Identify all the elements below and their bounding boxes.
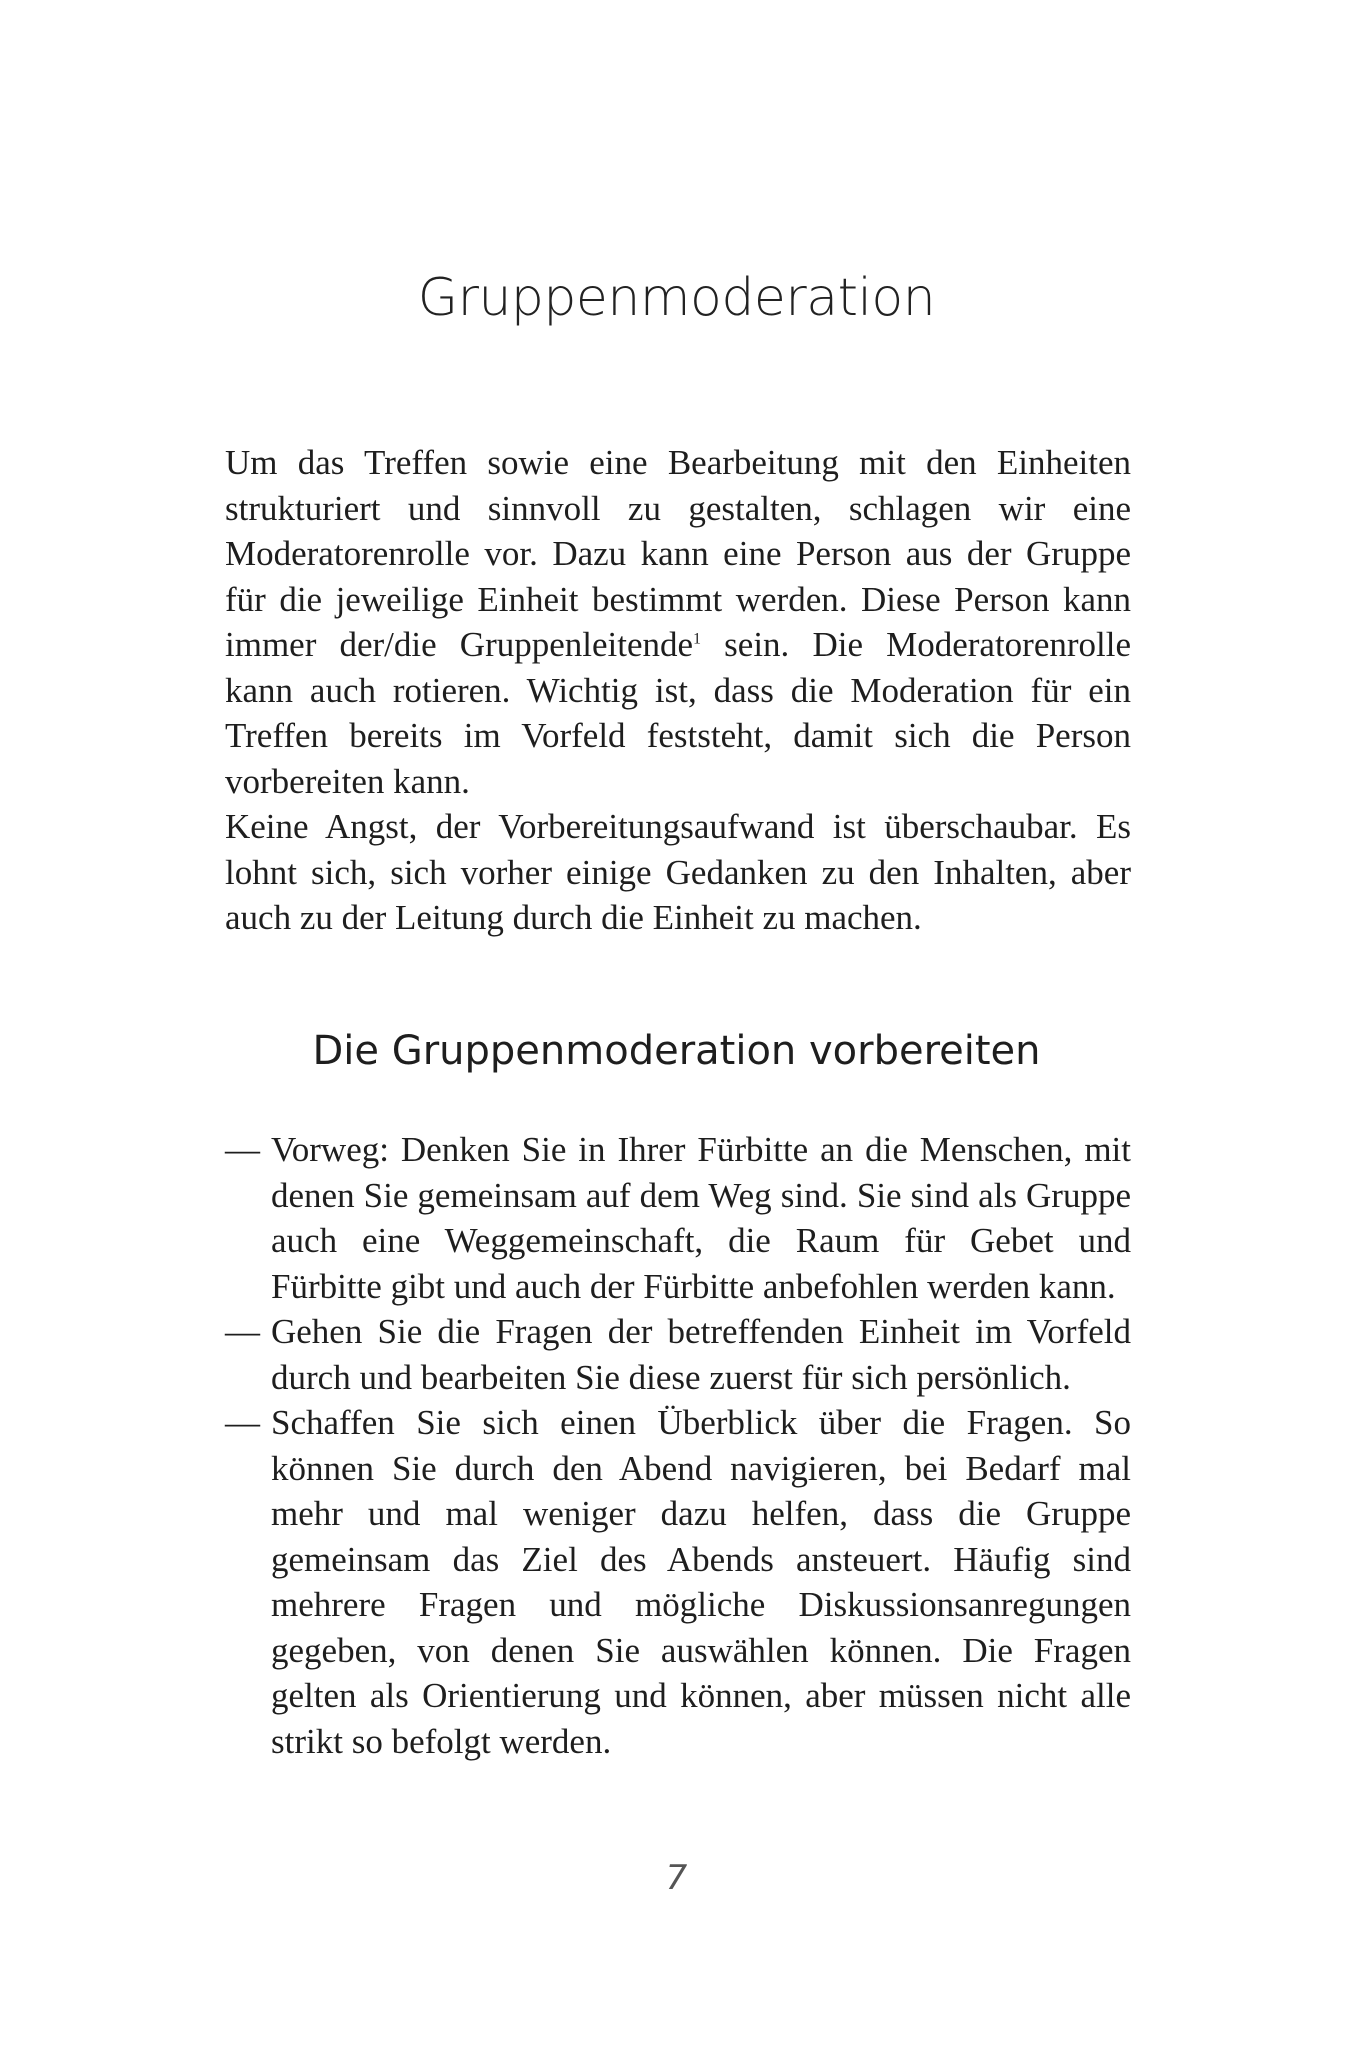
dash-bullet: — [225, 1403, 260, 1442]
preparation-list [225, 1127, 1131, 1764]
dash-bullet: — [225, 1130, 260, 1169]
intro-paragraph-1 [225, 440, 1131, 804]
intro-paragraph-1-part-2: sein. Die Moderatorenrolle kann auch rotieren. Wichtig ist, dass die Moderation für ein Treffen bereits im Vorfeld feststeht, damit sich die Person vorbereiten kann. [225, 625, 1132, 801]
intro-text [225, 440, 1131, 941]
list-item [225, 1127, 1131, 1309]
section-heading: Die Gruppenmoderation vorbereiten [312, 1028, 1041, 1074]
intro-paragraph-2: Keine Angst, der Vorbereitungsaufwand ist überschaubar. Es lohnt sich, sich vorher einige Gedanken zu den Inhalten, aber auch zu der Leitung durch die Einheit zu machen. [225, 807, 1131, 937]
list-item [225, 1400, 1131, 1764]
page-title: Gruppenmoderation [417, 268, 936, 328]
footnote-marker: 1 [693, 630, 702, 648]
list-item-text: Gehen Sie die Fragen der betreffenden Einheit im Vorfeld durch und bearbeiten Sie diese zuerst für sich persönlich. [271, 1312, 1131, 1397]
dash-bullet: — [225, 1312, 260, 1351]
list-item-text: Schaffen Sie sich einen Überblick über die Fragen. So können Sie durch den Abend navigieren, bei Bedarf mal mehr und mal weniger dazu helfen, dass die Gruppe gemeinsam das Ziel des Abends ansteuert. Häufig sind mehrere Fragen und mögliche Diskussionsanregungen gegeben, von denen Sie auswählen können. Die Fragen gelten als Orientierung und können, aber müssen nicht alle strikt so befolgt werden. [271, 1403, 1131, 1761]
page-number: 7 [665, 1858, 688, 1898]
list-item [225, 1309, 1131, 1400]
intro-paragraph-1-part-1: Um das Treffen sowie eine Bearbeitung mit den Einheiten strukturiert und sinnvoll zu gestalten, schlagen wir eine Moderatorenrolle vor. Dazu kann eine Person aus der Gruppe für die jeweilige Einheit bestimmt werden. Diese Person kann immer der/die Gruppenleitende [225, 443, 1131, 664]
list-item-text: Vorweg: Denken Sie in Ihrer Fürbitte an die Menschen, mit denen Sie gemeinsam auf dem Weg sind. Sie sind als Gruppe auch eine Weggemeinschaft, die Raum für Gebet und Fürbitte gibt und auch der Fürbitte anbefohlen werden kann. [271, 1130, 1131, 1306]
